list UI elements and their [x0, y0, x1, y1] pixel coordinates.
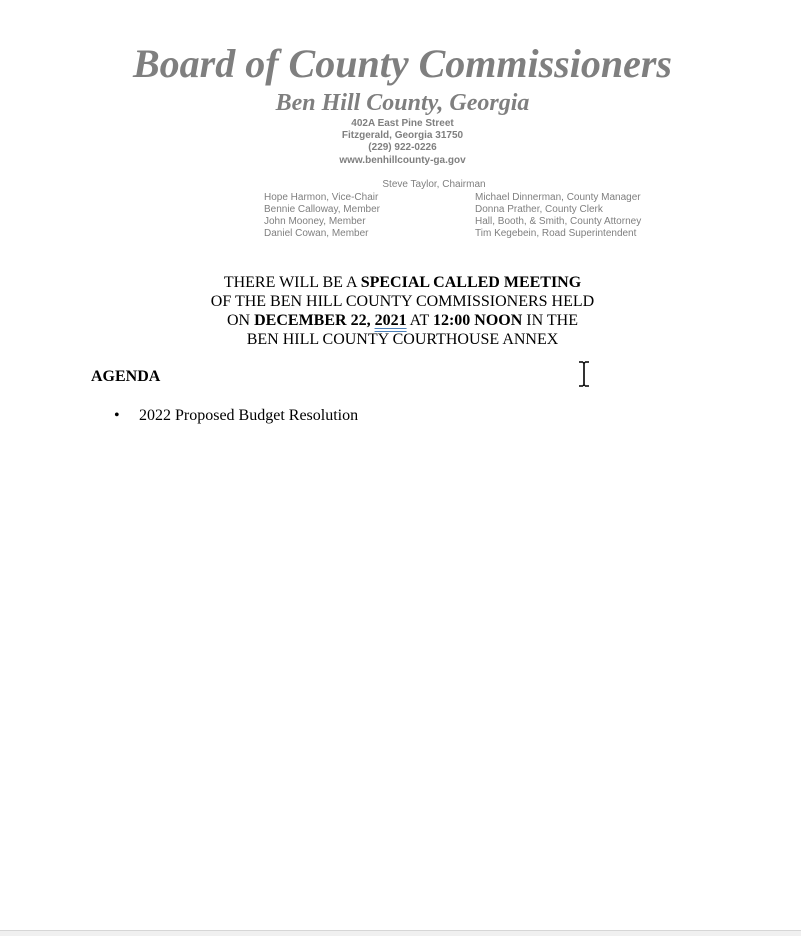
- notice-line-2: OF THE BEN HILL COUNTY COMMISSIONERS HELD: [210, 293, 595, 310]
- notice-line-4: BEN HILL COUNTY COURTHOUSE ANNEX: [246, 331, 559, 348]
- notice-line-1: [0, 273, 801, 292]
- officer-entry: Tim Kegebein, Road Superintendent: [475, 228, 637, 239]
- chairman-line: Steve Taylor, Chairman: [382, 179, 486, 190]
- page-bottom-edge: [0, 930, 801, 936]
- officer-entry: Donna Prather, County Clerk: [475, 204, 603, 215]
- letterhead-title: Board of County Commissioners: [132, 41, 672, 86]
- letterhead-subtitle: Ben Hill County, Georgia: [275, 90, 530, 116]
- notice-text: ON: [227, 312, 255, 329]
- officers-left-column: [264, 192, 380, 240]
- phone-number: (229) 922-0226: [368, 142, 437, 153]
- website-url: www.benhillcounty-ga.gov: [339, 155, 466, 166]
- agenda-heading: AGENDA: [91, 368, 161, 385]
- meeting-type: SPECIAL CALLED MEETING: [360, 274, 582, 291]
- text-ibeam-cursor-icon: [576, 361, 592, 387]
- notice-text: AT: [406, 312, 433, 329]
- notice-line-3: [0, 311, 801, 330]
- meeting-notice: [0, 273, 801, 349]
- list-item: [114, 406, 358, 425]
- address-street: 402A East Pine Street: [351, 118, 454, 129]
- officer-entry: Bennie Calloway, Member: [264, 204, 380, 215]
- notice-text: THERE WILL BE A: [223, 274, 361, 291]
- bullet-icon: •: [114, 407, 120, 424]
- officer-entry: Daniel Cowan, Member: [264, 228, 369, 239]
- officer-entry: Michael Dinnerman, County Manager: [475, 192, 641, 203]
- meeting-time: 12:00 NOON: [432, 312, 523, 329]
- officer-entry: Hope Harmon, Vice-Chair: [264, 192, 379, 203]
- agenda-list: [114, 406, 358, 425]
- officer-entry: Hall, Booth, & Smith, County Attorney: [475, 216, 642, 227]
- notice-text: IN THE: [522, 312, 578, 329]
- meeting-year: 2021: [374, 312, 407, 329]
- officer-entry: John Mooney, Member: [264, 216, 366, 227]
- officers-right-column: [475, 192, 641, 240]
- agenda-item-text: 2022 Proposed Budget Resolution: [139, 407, 359, 424]
- address-city: Fitzgerald, Georgia 31750: [341, 130, 464, 141]
- meeting-date: DECEMBER 22,: [254, 312, 375, 329]
